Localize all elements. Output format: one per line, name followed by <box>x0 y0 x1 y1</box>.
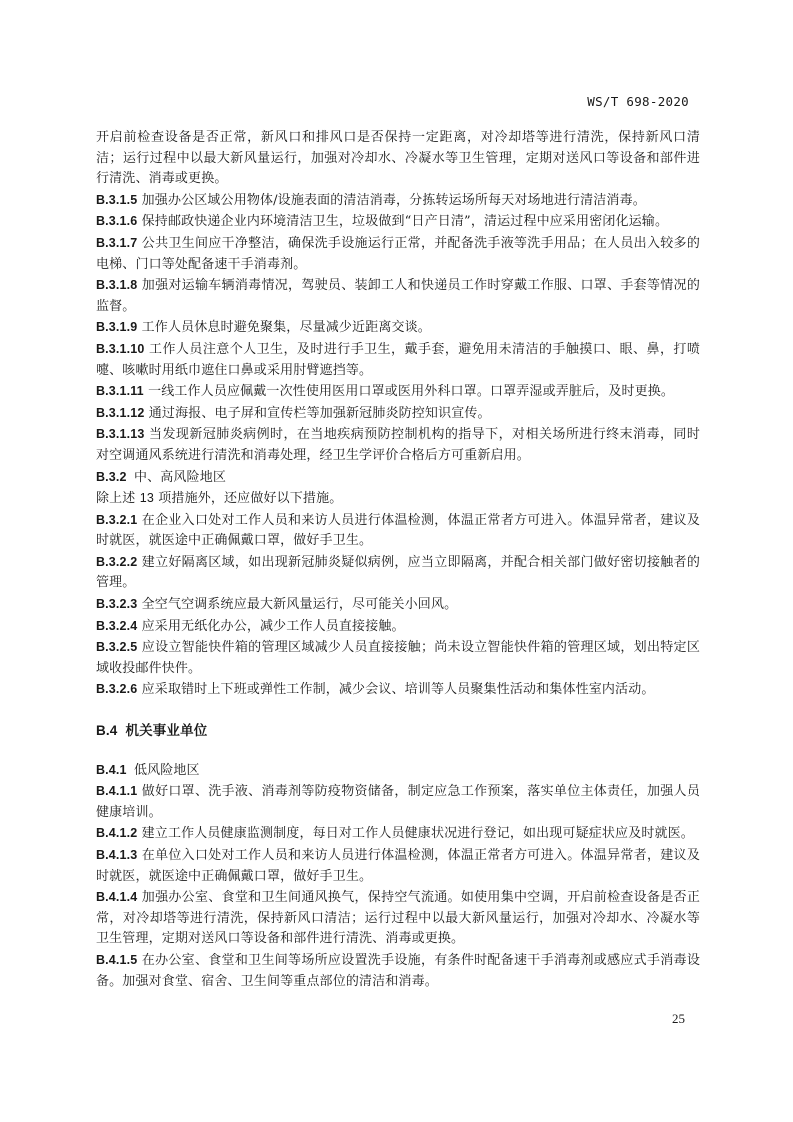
clause-number: B.3.2.1 <box>96 512 138 527</box>
clause-b3-1-5 <box>96 190 700 212</box>
clause-text: 一线工作人员应佩戴一次性使用医用口罩或医用外科口罩。口罩弄湿或弄脏后，及时更换。 <box>148 384 675 400</box>
clause-number: B.3.2.2 <box>96 554 138 569</box>
clause-number: B.4.1.3 <box>96 848 138 862</box>
clause-text: 加强对运输车辆消毒情况，驾驶员、装卸工人和快递员工作时穿戴工作服、口罩、手套等情况的监督。 <box>96 278 700 314</box>
clause-b3-2-4 <box>96 616 700 638</box>
clause-number: B.3.1.5 <box>96 192 138 207</box>
section-number: B.3.2 <box>96 469 127 484</box>
continuation-paragraph: 开启前检查设备是否正常，新风口和排风口是否保持一定距离，对冷却塔等进行清洗，保持新风口清洁；运行过程中以最大新风量运行，加强对冷却水、冷凝水等卫生管理，定期对送风口等设备和部件进行清洗、消毒或更换。 <box>96 130 700 187</box>
clause-b3-1-10 <box>96 339 700 381</box>
clause-b4-1-5 <box>96 950 700 992</box>
clause-b3-2-1 <box>96 510 700 552</box>
clause-b3-1-8 <box>96 275 700 317</box>
clause-number: B.4.1.1 <box>96 784 138 799</box>
clause-number: B.3.2.5 <box>96 640 138 655</box>
clause-text: 在单位入口处对工作人员和来访人员进行体温检测，体温正常者方可进入。体温异常者，建议及时就医，就医途中正确佩戴口罩，做好手卫生。 <box>96 848 700 884</box>
clause-b4-1-2 <box>96 823 700 845</box>
clause-b3-1-9 <box>96 317 700 339</box>
clause-text: 全空气空调系统应最大新风量运行，尽可能关小回风。 <box>141 597 458 613</box>
clause-b4-1-1 <box>96 781 700 823</box>
clause-b3-1-11 <box>96 381 700 403</box>
section-b41-items <box>96 781 700 992</box>
clause-b4-1-3 <box>96 845 700 887</box>
clause-number: B.4.1.4 <box>96 890 138 905</box>
clause-text: 当发现新冠肺炎病例时，在当地疾病预防控制机构的指导下，对相关场所进行终末消毒，同时对空调通风系统进行清洗和消毒处理，经卫生学评价合格后方可重新启用。 <box>96 427 700 463</box>
clause-b3-1-7 <box>96 233 700 275</box>
clause-number: B.3.1.7 <box>96 235 138 250</box>
intro-prefix: 除上述 <box>96 491 136 507</box>
section-number: B.4.1 <box>96 762 127 777</box>
clause-text: 在企业入口处对工作人员和来访人员进行体温检测，体温正常者方可进入。体温异常者，建议及时就医，就医途中正确佩戴口罩，做好手卫生。 <box>96 512 700 549</box>
clause-text: 做好口罩、洗手液、消毒剂等防疫物资储备，制定应急工作预案，落实单位主体责任，加强人员健康培训。 <box>96 784 700 820</box>
clause-text: 工作人员注意个人卫生，及时进行手卫生，戴手套，避免用未清洁的手触摸口、眼、鼻，打喷嚏、咳嗽时用纸巾遮住口鼻或采用肘臂遮挡等。 <box>96 341 700 378</box>
clause-b3-1-6 <box>96 211 700 233</box>
clause-text: 加强办公室、食堂和卫生间通风换气，保持空气流通。如使用集中空调，开启前检查设备是否正常，对冷却塔等进行清洗，保持新风口清洁；运行过程中以最大新风量运行，加强对冷却水、冷凝水等卫生管理，定期对送风口等设备和部件进行清洗、消毒或更换。 <box>96 890 700 947</box>
clause-text: 应采用无纸化办公，减少工作人员直接接触。 <box>141 618 405 634</box>
clause-text: 应设立智能快件箱的管理区域减少人员直接接触；尚未设立智能快件箱的管理区域，划出特定区域收投邮件快件。 <box>96 640 700 676</box>
clause-text: 建立工作人员健康监测制度，每日对工作人员健康状况进行登记，如出现可疑症状应及时就医。 <box>141 826 694 842</box>
clause-b3-1-13 <box>96 424 700 466</box>
section-heading-b4 <box>96 721 700 742</box>
clause-number: B.3.2.6 <box>96 682 138 697</box>
clause-b3-2-3 <box>96 594 700 616</box>
clause-number: B.3.1.6 <box>96 214 138 229</box>
clause-number: B.3.2.4 <box>96 618 138 633</box>
clause-text: 在办公室、食堂和卫生间等场所应设置洗手设施，有条件时配备速干手消毒剂或感应式手消毒设备。加强对食堂、宿舍、卫生间等重点部位的清洁和消毒。 <box>96 952 700 989</box>
clause-b3-2-2 <box>96 552 700 594</box>
clause-b3-2-6 <box>96 679 700 701</box>
clause-number: B.3.1.11 <box>96 384 144 399</box>
section-b32-items <box>96 510 700 701</box>
section-title: 中、高风险地区 <box>133 469 226 485</box>
document-body <box>96 128 700 992</box>
intro-suffix: 项措施外，还应做好以下措施。 <box>158 491 343 507</box>
page-number: 25 <box>672 1011 685 1026</box>
section-heading-b3-2 <box>96 467 700 489</box>
clause-number: B.4.1.5 <box>96 952 138 967</box>
section-b31-items <box>96 190 700 467</box>
clause-number: B.3.1.10 <box>96 341 145 356</box>
clause-b4-1-4 <box>96 887 700 950</box>
section-title: 低风险地区 <box>133 762 200 778</box>
section-heading-b4-1 <box>96 760 700 782</box>
section-title: 机关事业单位 <box>125 723 208 740</box>
clause-b3-1-12 <box>96 403 700 425</box>
clause-text: 建立好隔离区域，如出现新冠肺炎疑似病例，应当立即隔离，并配合相关部门做好密切接触者的管理。 <box>96 554 700 591</box>
clause-text: 通过海报、电子屏和宣传栏等加强新冠肺炎防控知识宣传。 <box>148 405 491 421</box>
clause-text: 加强办公区域公用物体/设施表面的清洁消毒，分拣转运场所每天对场地进行清洁消毒。 <box>141 192 646 208</box>
clause-number: B.3.1.8 <box>96 278 138 293</box>
section-b32-intro <box>96 488 700 510</box>
clause-text: 工作人员休息时避免聚集，尽量减少近距离交谈。 <box>141 320 431 336</box>
clause-text: 保持邮政快递企业内环境清洁卫生，垃圾做到“日产日清”，清运过程中应采用密闭化运输。 <box>141 214 669 230</box>
clause-number: B.3.2.3 <box>96 597 138 612</box>
standard-code: WS/T 698-2020 <box>587 94 689 109</box>
clause-number: B.3.1.12 <box>96 405 145 420</box>
clause-b3-2-5 <box>96 637 700 679</box>
intro-count: 13 <box>139 491 154 506</box>
clause-number: B.3.1.13 <box>96 427 145 442</box>
clause-text: 公共卫生间应干净整洁，确保洗手设施运行正常，并配备洗手液等洗手用品；在人员出入较多的电梯、门口等处配备速干手消毒剂。 <box>96 235 700 272</box>
clause-number: B.4.1.2 <box>96 826 138 841</box>
clause-text: 应采取错时上下班或弹性工作制，减少会议、培训等人员聚集性活动和集体性室内活动。 <box>141 682 655 698</box>
clause-number: B.3.1.9 <box>96 320 138 335</box>
section-number: B.4 <box>96 723 118 739</box>
